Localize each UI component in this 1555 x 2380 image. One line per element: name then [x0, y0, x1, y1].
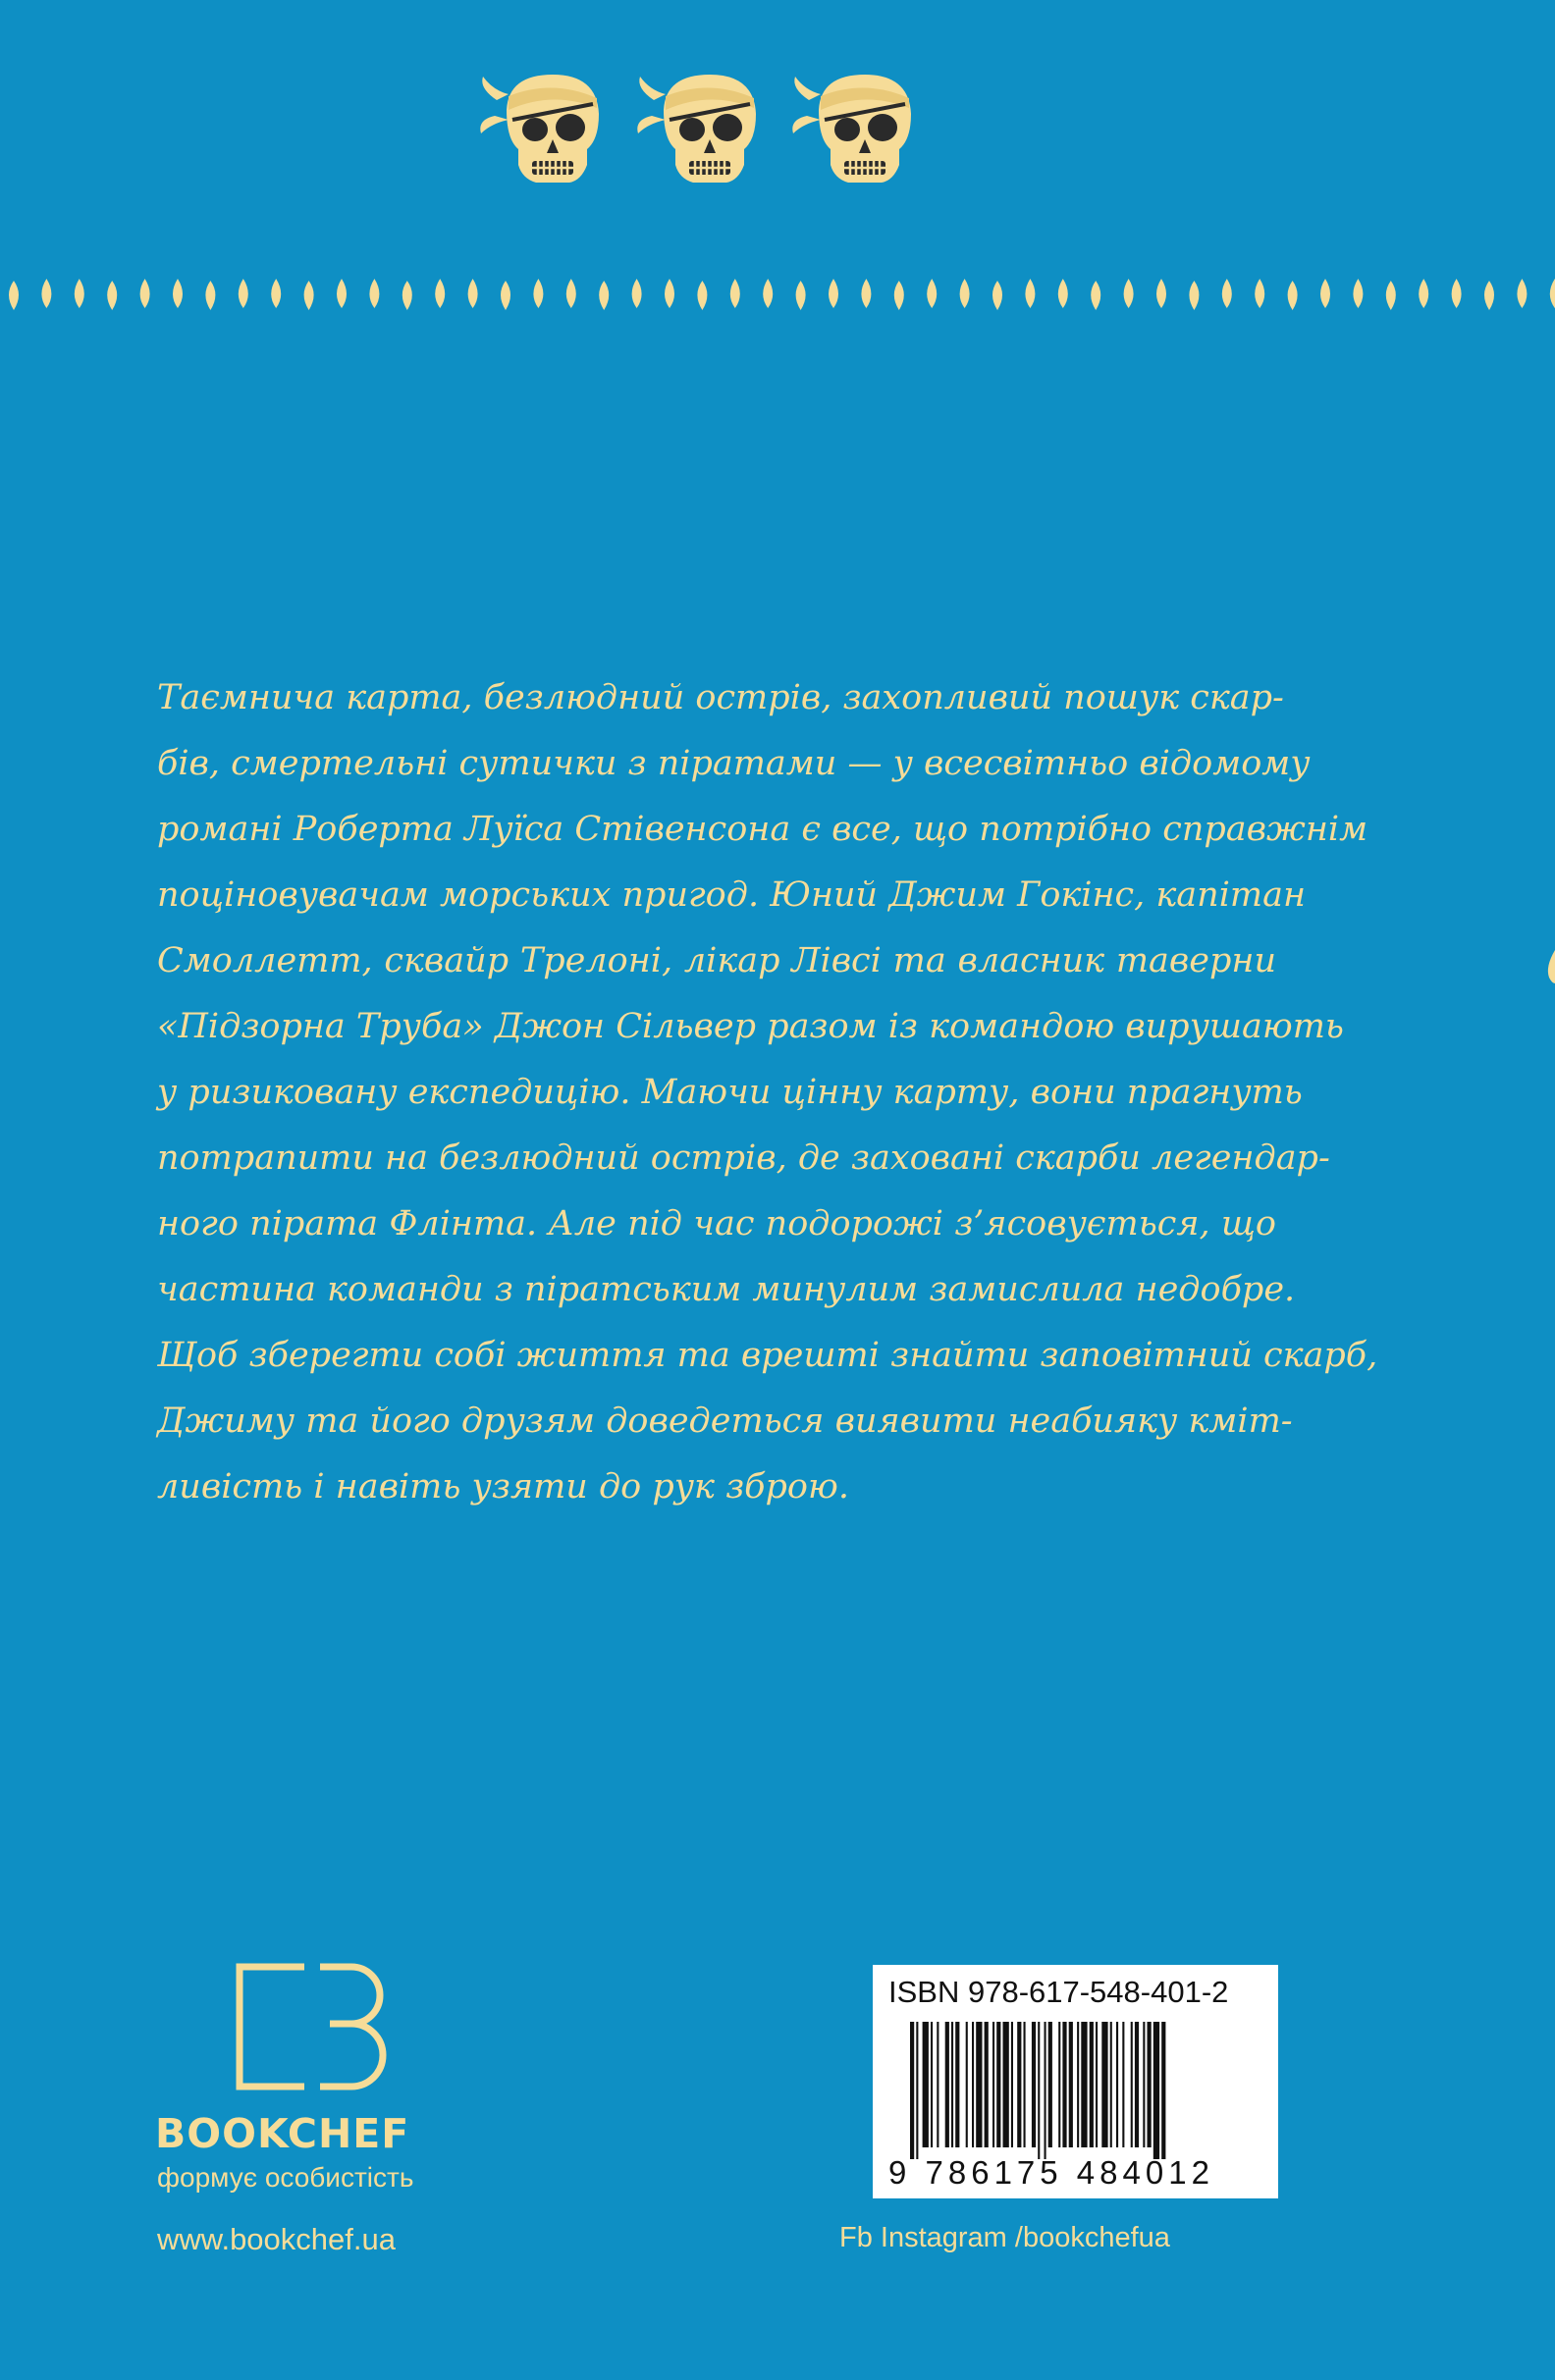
teardrop-dot	[1189, 281, 1199, 310]
teardrop-dot	[992, 281, 1002, 310]
blurb-line: романі Роберта Луїса Стівенсона є все, що потрібно справжнім	[157, 810, 1368, 849]
barcode-bar	[1143, 2022, 1145, 2147]
barcode-bar	[910, 2022, 914, 2159]
blurb-line: у ризиковану експедицію. Маючи цінну карту, вони прагнуть	[157, 1073, 1303, 1112]
barcode-bar	[1045, 2022, 1046, 2159]
barcode-bar	[923, 2022, 929, 2147]
teardrop-dot	[1222, 279, 1232, 308]
barcode-bar	[1058, 2022, 1060, 2147]
barcode-bar	[985, 2022, 989, 2147]
skull-bandana-icon	[637, 75, 756, 183]
barcode-bar	[972, 2022, 974, 2147]
teardrop-dot	[1288, 281, 1298, 310]
barcode-panel	[873, 1965, 1278, 2198]
blurb-line: ливість і навіть узяти до рук зброю.	[157, 1467, 849, 1507]
teardrop-dot	[730, 279, 740, 308]
barcode-bar	[1161, 2022, 1165, 2159]
blurb-line: Таємнича карта, безлюдний острів, захопливий пошук скар-	[157, 678, 1284, 717]
teardrop-dot	[1452, 279, 1462, 308]
teardrop-dot	[205, 281, 215, 310]
teardrop-dot	[1353, 279, 1363, 308]
barcode-bar	[1148, 2022, 1152, 2147]
barcode-bar	[1101, 2022, 1107, 2147]
barcode-bar	[945, 2022, 949, 2147]
teardrop-dots-divider	[0, 271, 1555, 316]
teardrop-dot	[566, 279, 576, 308]
teardrop-dot	[533, 279, 543, 308]
barcode-bar	[1062, 2022, 1066, 2147]
teardrop-dot	[599, 281, 609, 310]
teardrop-dot	[304, 281, 314, 310]
teardrop-dot	[9, 281, 19, 310]
barcode-bar	[1110, 2022, 1112, 2147]
blurb-text	[157, 665, 1378, 1520]
teardrop-dot	[271, 279, 281, 308]
teardrop-dot	[435, 279, 445, 308]
barcode-bar	[1090, 2022, 1094, 2147]
teardrop-dot	[1156, 279, 1166, 308]
teardrop-dot	[1550, 279, 1555, 308]
edge-drop-icon	[1543, 950, 1555, 983]
barcode-bar	[916, 2022, 918, 2159]
skull-emblem-group	[479, 63, 921, 200]
teardrop-dot	[1517, 279, 1527, 308]
teardrop-dot	[894, 281, 904, 310]
teardrop-dot	[1124, 279, 1134, 308]
barcode-bar	[951, 2022, 953, 2147]
teardrop-dot	[632, 279, 642, 308]
teardrop-dot	[1025, 279, 1035, 308]
skull-bandana-icon	[480, 75, 599, 183]
barcode-bar	[1116, 2022, 1118, 2147]
teardrop-dot	[107, 281, 117, 310]
barcode-bar	[1003, 2022, 1009, 2147]
barcode-bar	[996, 2022, 1000, 2147]
blurb-line: Смоллетт, сквайр Трелоні, лікар Лівсі та власник таверни	[157, 941, 1276, 980]
barcode-bar	[1077, 2022, 1079, 2147]
teardrop-dot	[1320, 279, 1330, 308]
teardrop-dot	[1484, 281, 1494, 310]
teardrop-dot	[960, 279, 970, 308]
teardrop-dot	[829, 279, 838, 308]
barcode-bar	[966, 2022, 968, 2147]
barcode-bar	[1017, 2022, 1021, 2147]
blurb-line: Джиму та його друзям доведеться виявити неабияку кміт-	[157, 1402, 1293, 1441]
teardrop-dot	[697, 281, 707, 310]
teardrop-dot	[41, 279, 51, 308]
teardrop-dot	[501, 281, 510, 310]
blurb-line: частина команди з піратським минулим замислила недобре.	[157, 1270, 1296, 1309]
barcode-bar	[1032, 2022, 1036, 2147]
barcode-digits: 9 786175 484012	[888, 2154, 1214, 2191]
teardrop-dot	[763, 279, 773, 308]
teardrop-dot	[75, 279, 84, 308]
barcode-bar	[992, 2022, 994, 2147]
teardrop-dot	[173, 279, 183, 308]
teardrop-dot	[796, 281, 806, 310]
barcode-bar	[937, 2022, 938, 2147]
barcode-bar	[1011, 2022, 1013, 2147]
barcode-bar	[1135, 2022, 1139, 2147]
barcode-bar	[1131, 2022, 1133, 2147]
teardrop-dot	[1419, 279, 1428, 308]
teardrop-dot	[402, 281, 412, 310]
publisher-tagline: формує особистість	[157, 2162, 414, 2193]
blurb-line: бів, смертельні сутички з піратами — у всесвітньо відомому	[157, 744, 1311, 783]
barcode-bar	[1024, 2022, 1026, 2147]
barcode-bar	[1069, 2022, 1073, 2147]
teardrop-dot	[468, 279, 478, 308]
blurb-line: поціновувачам морських пригод. Юний Джим Гокінс, капітан	[157, 875, 1307, 915]
barcode-icon	[910, 2022, 1244, 2159]
teardrop-dot	[1091, 281, 1100, 310]
publisher-name: BOOKCHEF	[155, 2110, 410, 2157]
barcode-bar	[976, 2022, 982, 2147]
teardrop-dot	[140, 279, 150, 308]
barcode-bar	[1081, 2022, 1087, 2147]
blurb-line: «Підзорна Труба» Джон Сільвер разом із командою вирушають	[157, 1007, 1344, 1046]
teardrop-dot	[1058, 279, 1068, 308]
barcode-bar	[1122, 2022, 1124, 2147]
barcode-bar	[1153, 2022, 1159, 2159]
teardrop-dot	[239, 279, 248, 308]
social-handles: Fb Instagram /bookchefua	[839, 2222, 1170, 2253]
isbn-number: ISBN 978-617-548-401-2	[888, 1975, 1229, 2009]
blurb-line: Щоб зберегти собі життя та врешті знайти заповітний скарб,	[157, 1336, 1378, 1375]
teardrop-dot	[1386, 281, 1396, 310]
blurb-line: потрапити на безлюдний острів, де заховані скарби легендар-	[157, 1138, 1330, 1178]
barcode-bar	[1048, 2022, 1052, 2147]
teardrop-dot	[861, 279, 871, 308]
teardrop-dot	[927, 279, 937, 308]
bookchef-logo-icon	[236, 1963, 397, 2090]
teardrop-dot	[1255, 279, 1264, 308]
barcode-bar	[1038, 2022, 1040, 2159]
barcode-bar	[955, 2022, 959, 2147]
skull-bandana-icon	[792, 75, 911, 183]
barcode-bar	[1096, 2022, 1098, 2147]
teardrop-dot	[665, 279, 674, 308]
blurb-line: ного пірата Флінта. Але під час подорожі з’ясовується, що	[157, 1204, 1276, 1243]
barcode-bar	[931, 2022, 933, 2147]
teardrop-dot	[337, 279, 347, 308]
publisher-website: www.bookchef.ua	[157, 2222, 396, 2256]
teardrop-dot	[369, 279, 379, 308]
